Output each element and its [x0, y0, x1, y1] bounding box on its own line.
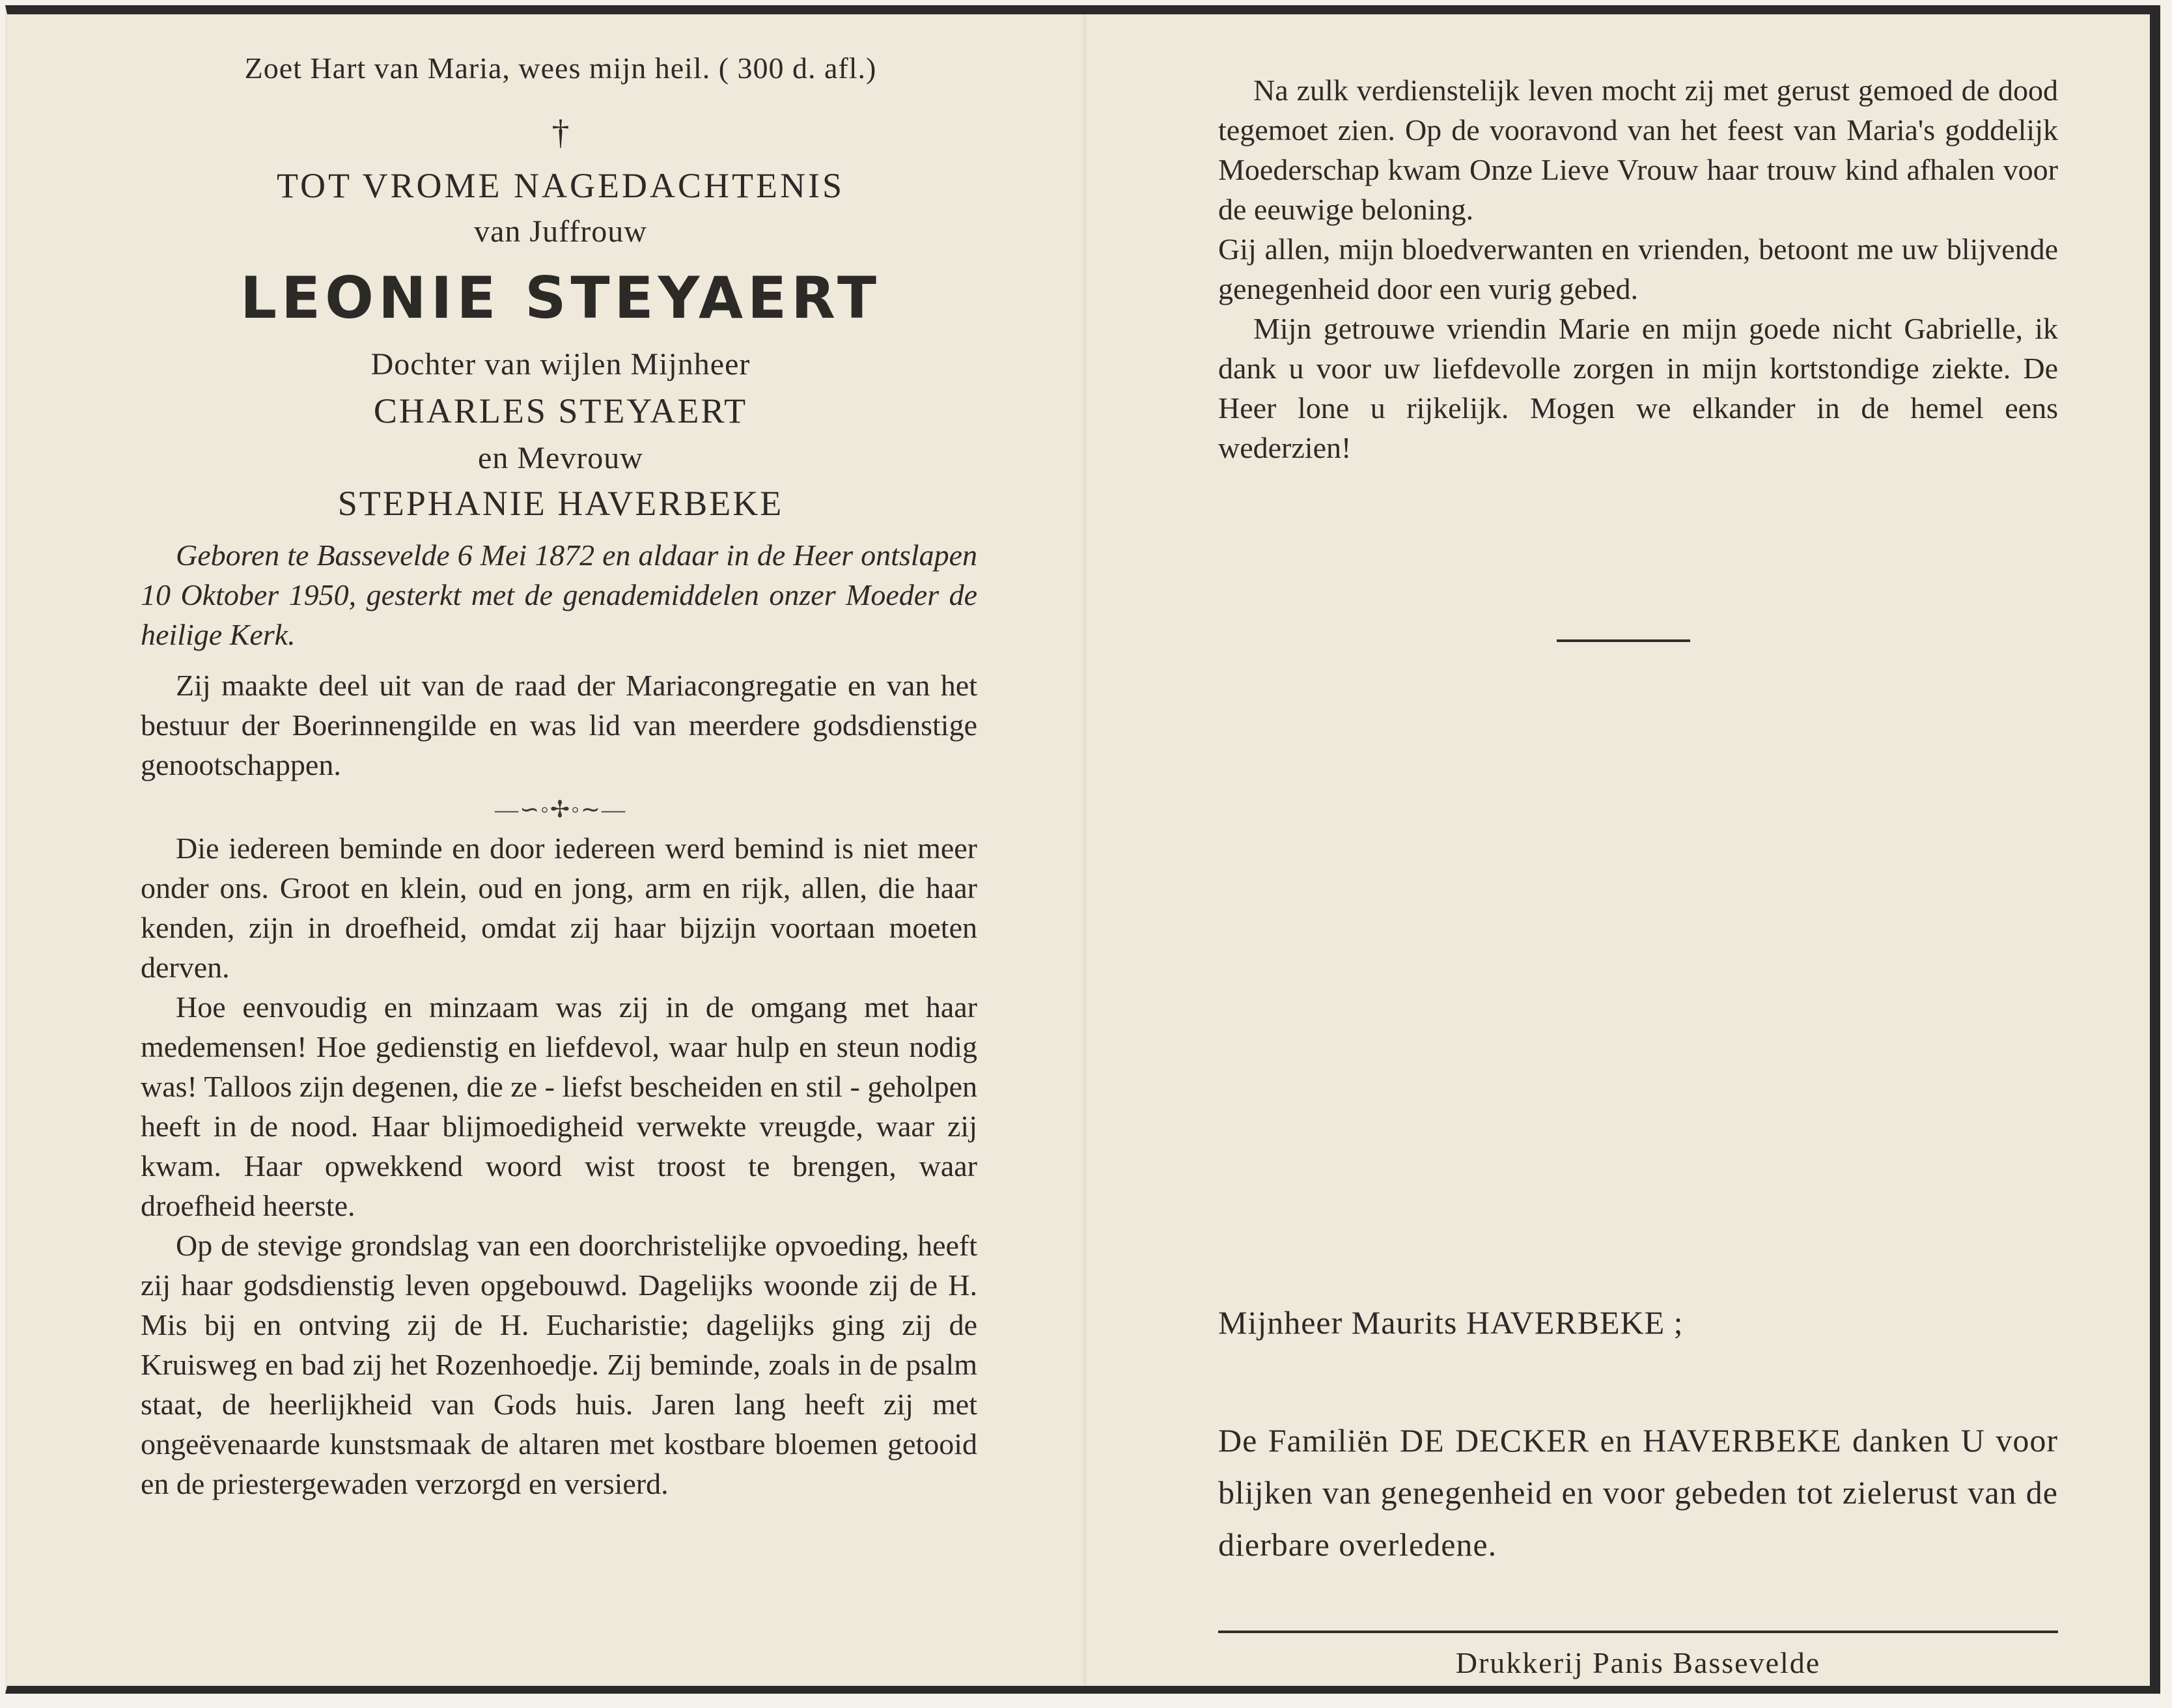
mother-name: STEPHANIE HAVERBEKE — [337, 484, 784, 523]
paragraph-2: Hoe eenvoudig en minzaam was zij in de omgang met haar medemensen! Hoe gedienstig en liefdevol, waar hulp en steun nodig was! Talloos zijn degenen, die ze - liefst bescheiden en stil - geholpen heeft in de nood. Haar blijmoedigheid verwekte vreugde, waar zij kwam. Haar opwekkend woord wist troost te brengen, waar droefheid heerste. — [141, 990, 977, 1222]
left-page — [7, 14, 1081, 1686]
title-prefix: van Juffrouw — [474, 214, 647, 249]
paragraph-1: Die iedereen beminde en door iedereen werd bemind is niet meer onder ons. Groot en klein, oud en jong, arm en rijk, allen, die haar kenden, zijn in droefheid, omdat zij haar bijzijn voortaan moeten derven. — [141, 832, 977, 984]
bottom-divider — [1218, 1631, 2058, 1633]
right-page — [1088, 14, 2149, 1686]
paragraph-3: Op de stevige grondslag van een doorchristelijke opvoeding, heeft zij haar godsdienstig leven opgebouwd. Dagelijks woonde zij de H. Mis bij en ontving zij de H. Eucharistie; dagelijks ging zij de Kruisweg en bad zij het Rozenhoedje. Zij beminde, zoals in de psalm staat, de heerlijkheid van Gods huis. Jaren lang heeft zij met ongeëvenaarde kunstsmaak de altaren met kostbare bloemen getooid en de priestergewaden verzorgd en versierd. — [141, 1229, 977, 1500]
cross-icon: † — [551, 113, 570, 152]
memorial-heading: TOT VROME NAGEDACHTENIS — [276, 166, 845, 205]
membership-text: Zij maakte deel uit van de raad der Mariacongregatie en van het bestuur der Boerinnengilde en was lid van meerdere godsdienstige genootschappen. — [141, 669, 977, 781]
father-name: CHARLES STEYAERT — [373, 391, 748, 430]
farewell-paragraph-2: Gij allen, mijn bloedverwanten en vrienden, betoont me uw blijvende genegenheid door een vurig gebed. — [1218, 232, 2058, 305]
farewell-paragraph-3: Mijn getrouwe vriendin Marie en mijn goede nicht Gabrielle, ik dank u voor uw liefdevolle zorgen in mijn kortstondige ziekte. De Heer lone u rijkelijk. Mogen we elkander in de hemel eens wederzien! — [1218, 312, 2058, 464]
biography — [141, 535, 977, 654]
daughter-of: Dochter van wijlen Mijnheer — [370, 347, 751, 382]
short-divider — [1557, 639, 1690, 642]
membership — [141, 665, 977, 785]
family-line-2: De Familiën DE DECKER en HAVERBEKE danken U voor blijken van genegenheid en voor gebeden tot zielerust van de dierbare overledene. — [1218, 1422, 2058, 1563]
deceased-name: LEONIE STEYAERT — [240, 264, 881, 331]
printer-credit: Drukkerij Panis Bassevelde — [1455, 1646, 1821, 1679]
farewell-text — [1218, 70, 2058, 468]
biography-text: Geboren te Bassevelde 6 Mei 1872 en aldaar in de Heer ontslapen 10 Oktober 1950, gesterkt met de genademiddelen onzer Moeder de heilige Kerk. — [141, 539, 977, 651]
memorial-paragraphs — [141, 828, 977, 1504]
and-label: en Mevrouw — [478, 441, 643, 475]
ornament-divider: —∽◦✢◦∼— — [494, 796, 626, 822]
farewell-paragraph-1: Na zulk verdienstelijk leven mocht zij met gerust gemoed de dood tegemoet zien. Op de vooravond van het feest van Maria's goddelijk Moederschap kwam Onze Lieve Vrouw haar trouw kind afhalen voor de eeuwige beloning. — [1218, 74, 2058, 226]
motto: Zoet Hart van Maria, wees mijn heil. ( 300 d. afl.) — [244, 51, 877, 85]
card-fold — [1081, 14, 1088, 1686]
family-line-1: Mijnheer Maurits HAVERBEKE ; — [1218, 1304, 1684, 1341]
memorial-card — [5, 5, 2160, 1694]
